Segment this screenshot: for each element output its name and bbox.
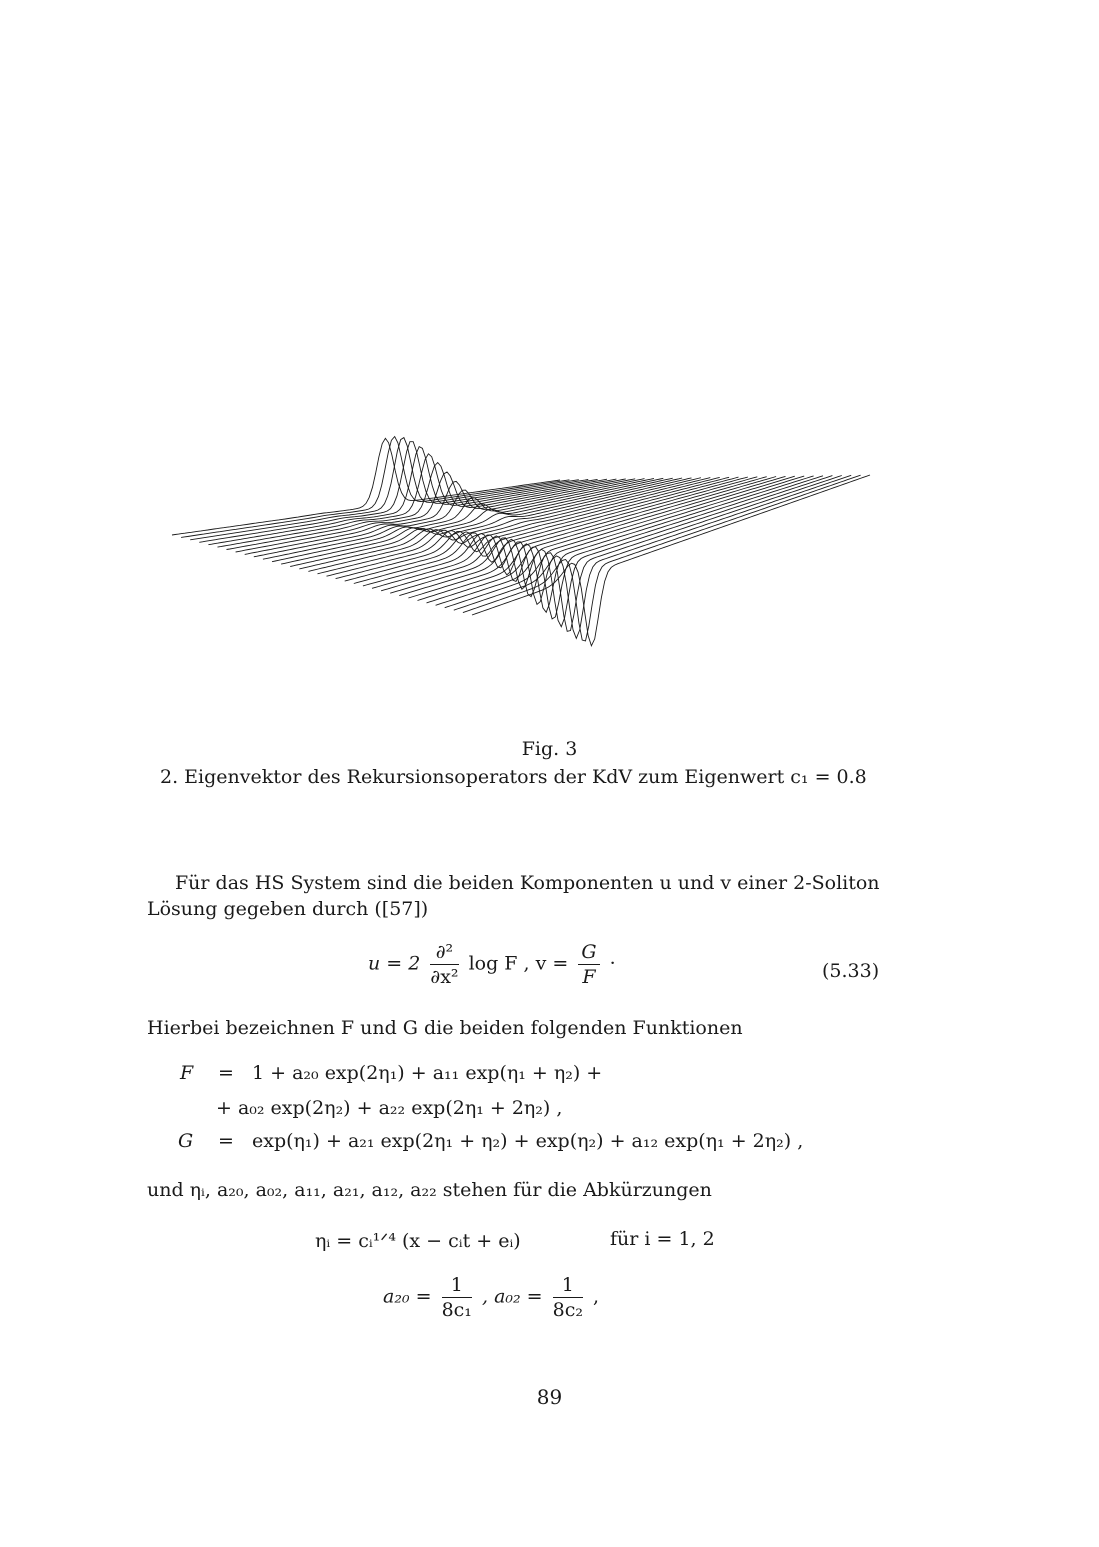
frac-num: ∂² [430, 940, 458, 965]
equation-number: (5.33) [822, 960, 880, 982]
f-rhs-line2: + a₀₂ exp(2η₂) + a₂₂ exp(2η₁ + 2η₂) , [216, 1097, 563, 1119]
waterfall-trace [299, 478, 691, 569]
eta-definition: ηᵢ = cᵢ¹ᐟ⁴ (x − cᵢt + eᵢ) [315, 1230, 521, 1252]
page-number: 89 [536, 1385, 563, 1409]
paragraph-line: Lösung gegeben durch ([57]) [147, 898, 429, 920]
g-eq: = [218, 1130, 234, 1152]
eq-left: u = 2 [368, 952, 421, 975]
frac-den: F [582, 966, 596, 988]
a20-lhs: a₂₀ = [383, 1285, 432, 1308]
waterfall-trace [272, 478, 663, 561]
paragraph-abbrev [147, 1177, 887, 1203]
waterfall-trace [172, 438, 560, 535]
frac-num: 1 [553, 1273, 583, 1298]
fraction-g-over-f [578, 940, 599, 989]
a-end: , [593, 1285, 600, 1308]
waterfall-trace [390, 476, 785, 593]
fraction-derivative [430, 940, 458, 989]
frac-den: ∂x² [430, 966, 459, 988]
f-eq: = [218, 1062, 234, 1084]
eq-mid: log F , v = [468, 952, 569, 975]
eq-end: · [609, 952, 616, 975]
paragraph-functions [147, 1015, 887, 1041]
frac-den: 8c₁ [441, 1299, 472, 1321]
equation-5-33 [368, 940, 616, 989]
fraction-a02 [553, 1273, 583, 1322]
frac-num: G [578, 940, 599, 965]
paragraph-line: und ηᵢ, a₂₀, a₀₂, a₁₁, a₂₁, a₁₂, a₂₂ stehen für die Abkürzungen [147, 1179, 712, 1201]
f-lhs: F [180, 1062, 194, 1084]
g-lhs: G [178, 1130, 194, 1152]
waterfall-plot [160, 385, 880, 685]
paragraph-line: Hierbei bezeichnen F und G die beiden folgenden Funktionen [147, 1017, 743, 1039]
waterfall-figure [160, 385, 880, 685]
eta-condition: für i = 1, 2 [610, 1228, 715, 1250]
frac-den: 8c₂ [552, 1299, 583, 1321]
frac-num: 1 [442, 1273, 472, 1298]
paragraph-line: Für das HS System sind die beiden Komponenten u und v einer 2-Soliton [175, 872, 880, 894]
g-rhs: exp(η₁) + a₂₁ exp(2η₁ + η₂) + exp(η₂) + a₁₂ exp(η₁ + 2η₂) , [252, 1130, 804, 1152]
figure-caption: 2. Eigenvektor des Rekursionsoperators der KdV zum Eigenwert c₁ = 0.8 [160, 766, 867, 788]
waterfall-trace [236, 472, 626, 552]
a02-lhs: , a₀₂ = [481, 1285, 543, 1308]
f-rhs-line1: 1 + a₂₀ exp(2η₁) + a₁₁ exp(η₁ + η₂) + [252, 1062, 603, 1084]
paragraph-intro [147, 870, 887, 922]
a-coefficients [383, 1273, 599, 1322]
figure-label: Fig. 3 [521, 738, 578, 760]
fraction-a20 [442, 1273, 472, 1322]
